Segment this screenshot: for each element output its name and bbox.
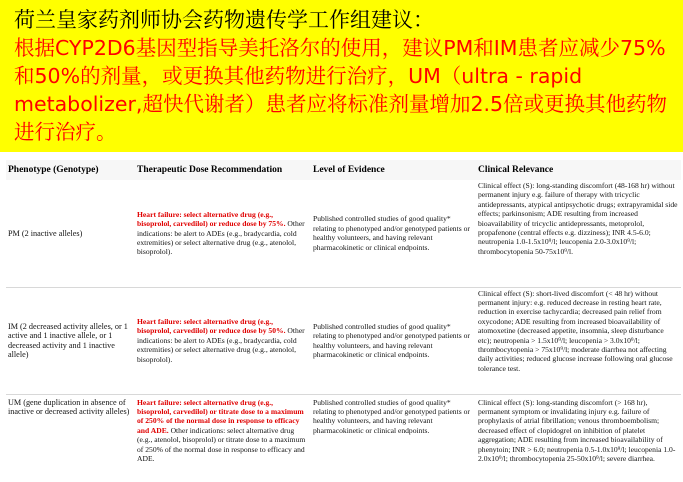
other-indications: Other indications: be alert to ADEs (e.g., bradycardia, cold extremities) or select alternative drug (e.g., atenolol, bisoprolol). — [137, 326, 305, 364]
evidence-cell: Published controlled studies of good quality* relating to phenotyped and/or genotyped patients or healthy volunteers, and having relevant pharmacokinetic or clinical endpoints. — [313, 214, 470, 252]
recommendation-banner — [0, 0, 683, 152]
heart-failure-recommendation: Heart failure: select alternative drug (e.g., bisoprolol, carvedilol) or reduce dose by 75%. — [137, 209, 286, 229]
phenotype-cell: IM (2 decreased activity alleles, or 1 active and 1 inactive allele, or 1 decreased activity and 1 inactive allele) — [6, 287, 135, 394]
relevance-cell: Clinical effect (S): short-lived discomfort (< 48 hr) without permanent injury: e.g. reduced decrease in resting heart rate, reduction in exercise tachycardia; decreased pain relief from oxycodone; ADE resulting from increased bioavailability of atomoxetine (decreased appetite, insomnia, sleep disturbance etc); neutropenia > 1.5x10⁹/l; leucopenia > 3.0x10⁹/l; thrombocytopenia > 75x10⁹/l; moderate diarrhea not affecting daily activities; reduced glucose increase following oral glucose tolerance test. — [476, 287, 681, 394]
dose-cell — [135, 180, 311, 287]
dose-cell — [135, 394, 311, 482]
phenotype-cell: PM (2 inactive alleles) — [8, 228, 83, 238]
header-relevance: Clinical Relevance — [476, 160, 681, 180]
header-phenotype: Phenotype (Genotype) — [6, 160, 135, 180]
header-dose: Therapeutic Dose Recommendation — [135, 160, 311, 180]
dose-cell — [135, 287, 311, 394]
evidence-cell: Published controlled studies of good quality* relating to phenotyped and/or genotyped patients or healthy volunteers, and having relevant pharmacokinetic or clinical endpoints. — [311, 287, 476, 394]
banner-title: 荷兰皇家药剂师协会药物遗传学工作组建议： — [14, 8, 434, 32]
other-indications: Other indications: select alternative drug (e.g., atenolol, bisoprolol) or titrate dose to a maximum of 250% of the normal dose in response to efficacy and ADE. — [137, 425, 306, 463]
table-row-im — [6, 287, 681, 394]
dosing-table — [6, 160, 681, 482]
table-row-um — [6, 394, 681, 482]
heart-failure-recommendation: Heart failure: select alternative drug (e.g., bisoprolol, carvedilol) or reduce dose by 50%. — [137, 316, 286, 336]
other-indications: Other indications: be alert to ADEs (e.g., bradycardia, cold extremities) or select alternative drug (e.g., atenolol, bisoprolol). — [137, 219, 305, 257]
table-row-pm — [6, 180, 681, 287]
banner-body: 根据CYP2D6基因型指导美托洛尔的使用，建议PM和IM患者应减少75%和50%的剂量，或更换其他药物进行治疗，UM（ultra - rapid metabolizer,超快代谢者）患者应将标准剂量增加2.5倍或更换其他药物进行治疗。 — [14, 36, 668, 144]
header-evidence: Level of Evidence — [311, 160, 476, 180]
evidence-cell: Published controlled studies of good quality* relating to phenotyped and/or genotyped patients or healthy volunteers, and having relevant pharmacokinetic or clinical endpoints. — [311, 394, 476, 482]
relevance-cell: Clinical effect (S): long-standing discomfort (48-168 hr) without permanent injury e.g. failure of therapy with tricyclic antidepressants, atypical antipsychotic drugs; extrapyramidal side effects; parkinsonism; ADE resulting from increased bioavailability of tricyclic antidepressants, metoprolol, propafenone (central effects e.g. dizziness); INR 4.5-6.0; neutropenia 1.0-1.5x10⁹/l; leucopenia 2.0-3.0x10⁹/l; thrombocytopenia 50-75x10⁹/l. — [478, 181, 678, 256]
phenotype-cell: UM (gene duplication in absence of inactive or decreased activity alleles) — [6, 394, 135, 482]
table-header-row — [6, 160, 681, 180]
relevance-cell: Clinical effect (S): long-standing discomfort (> 168 hr), permanent symptom or invalidating injury e.g. failure of prophylaxis of atrial fibrillation; venous thromboembolism; decreased effect of clopidogrel on inhibition of platelet aggregation; ADE resulting from increased bioavailability of phenytoin; INR > 6.0; neutropenia 0.5-1.0x10⁹/l; leucopenia 1.0-2.0x10⁹/l; thrombocytopenia 25-50x10⁹/l; severe diarrhea. — [476, 394, 681, 482]
dosing-table-container — [6, 160, 681, 482]
heart-failure-recommendation: Heart failure: select alternative drug (e.g., bisoprolol, carvedilol) or titrate dose to a maximum of 250% of the normal dose in response to efficacy and ADE. — [137, 397, 304, 435]
